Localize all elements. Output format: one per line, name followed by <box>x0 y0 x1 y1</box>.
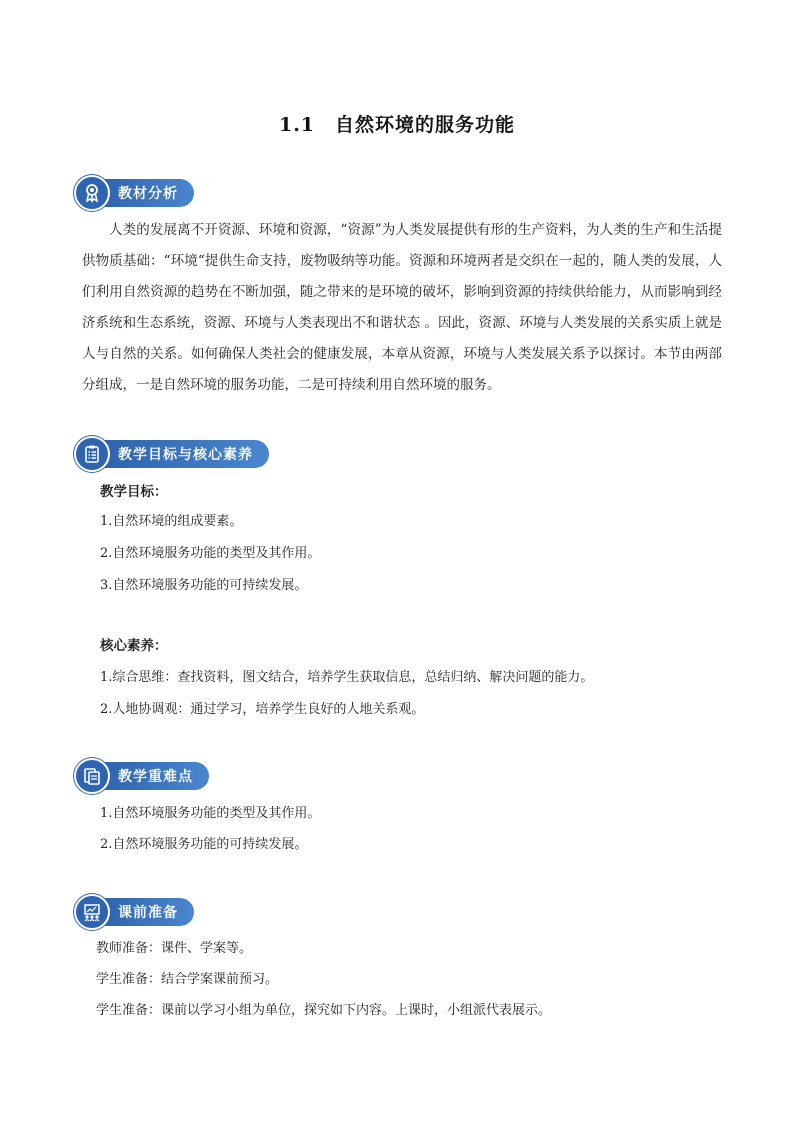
list-item: 1.自然环境服务功能的类型及其作用。 <box>100 806 321 821</box>
list-item: 3.自然环境服务功能的可持续发展。 <box>100 578 308 593</box>
list-item: 教师准备：课件、学案等。 <box>96 941 253 956</box>
core-literacy-label: 核心素养： <box>100 638 168 654</box>
list-item: 2.人地协调观：通过学习，培养学生良好的人地关系观。 <box>100 702 425 717</box>
clipboard-list-icon <box>74 436 110 472</box>
section-header-preparation <box>74 896 194 928</box>
list-item: 学生准备：课前以学习小组为单位，探究如下内容。上课时，小组派代表展示。 <box>96 1003 552 1018</box>
analysis-paragraph: 人类的发展离不开资源、环境和资源，“资源”为人类发展提供有形的生产资料，为人类的生产和生活提供物质基础：“环境“提供生命支持，废物吸纳等功能。资源和环境两者是交织在一起的，随人类的发展，人们利用自然资源的趋势在不断加强，随之带来的是环境的破坏，影响到资源的持续供给能力，从而影响到经济系统和生态系统，资源、环境与人类表现出不和谐状态 。因此，资源、环境与人类发展的关系实质上就是人与自然的关系。如何确保人类社会的健康发展，本章从资源，环境与人类发展关系予以探讨。本节由两部分组成，一是自然环境的服务功能，二是可持续利用自然环境的服务。 <box>82 222 722 393</box>
teaching-goals-label: 教学目标： <box>100 484 168 500</box>
list-item: 学生准备：结合学案课前预习。 <box>96 972 279 987</box>
section-heading-analysis: 教材分析 <box>100 179 194 207</box>
section-heading-goals: 教学目标与核心素养 <box>100 440 269 468</box>
documents-icon <box>74 758 110 794</box>
section-header-key-points <box>74 760 209 792</box>
section-header-analysis <box>74 177 194 209</box>
award-ribbon-icon <box>74 175 110 211</box>
section-header-goals <box>74 438 269 470</box>
presentation-icon <box>74 894 110 930</box>
list-item: 1.自然环境的组成要素。 <box>100 514 243 529</box>
list-item: 2.自然环境服务功能的可持续发展。 <box>100 837 308 852</box>
section-heading-key-points: 教学重难点 <box>100 762 209 790</box>
list-item: 2.自然环境服务功能的类型及其作用。 <box>100 546 321 561</box>
list-item: 1.综合思维：查找资料，图文结合，培养学生获取信息，总结归纳、解决问题的能力。 <box>100 670 594 685</box>
page-title: 1.1 自然环境的服务功能 <box>278 114 516 136</box>
section-heading-preparation: 课前准备 <box>100 898 194 926</box>
